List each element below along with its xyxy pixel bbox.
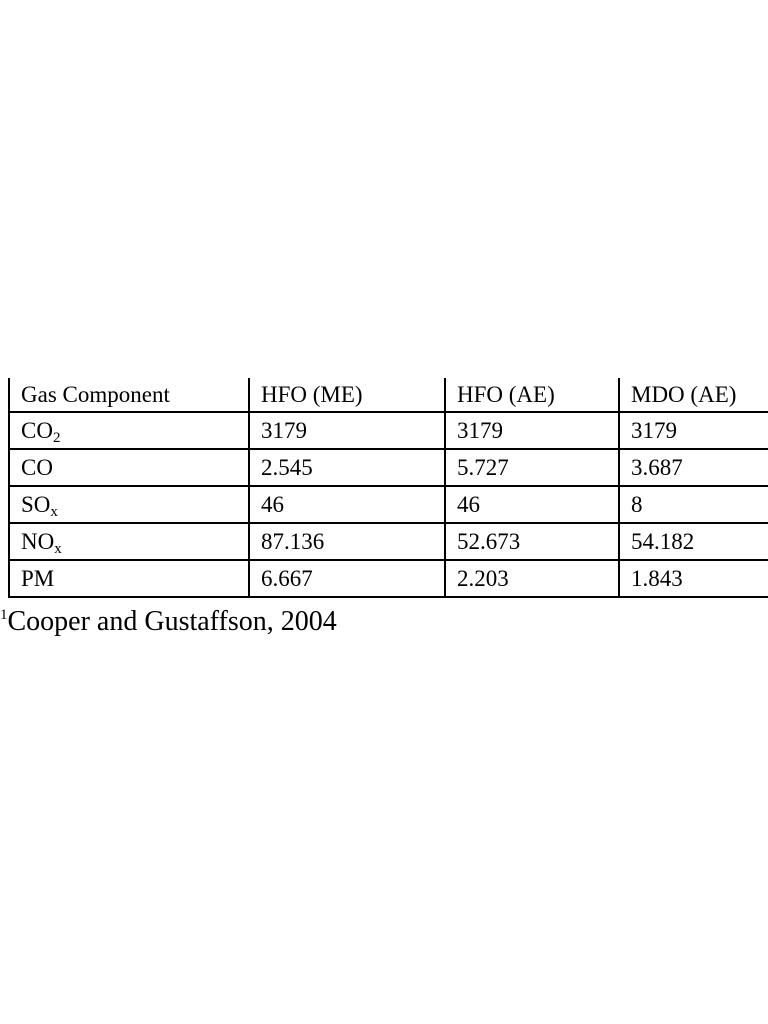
header-cell-hfo-ae: HFO (AE) xyxy=(445,378,619,412)
value-cell: 6.667 xyxy=(249,560,445,597)
component-subscript: x xyxy=(54,541,62,557)
footnote xyxy=(0,606,337,638)
value-cell: 1.843 xyxy=(619,560,768,597)
component-name: PM xyxy=(21,566,55,591)
table-row xyxy=(9,486,768,523)
component-name: CO xyxy=(21,418,53,443)
component-cell xyxy=(9,486,249,523)
value-cell: 8 xyxy=(619,486,768,523)
component-cell xyxy=(9,560,249,597)
table-header-row xyxy=(9,378,768,412)
footnote-marker: 1 xyxy=(0,607,8,623)
component-name: NO xyxy=(21,529,55,554)
table-row xyxy=(9,560,768,597)
component-subscript: 2 xyxy=(52,430,61,446)
header-cell-mdo-ae: MDO (AE) xyxy=(619,378,768,412)
value-cell: 3179 xyxy=(619,412,768,449)
emissions-table xyxy=(8,378,768,598)
table-row xyxy=(9,449,768,486)
table-row xyxy=(9,412,768,449)
component-subscript: x xyxy=(50,504,58,520)
component-name: CO xyxy=(21,455,53,480)
footnote-text: Cooper and Gustaffson, 2004 xyxy=(7,606,337,637)
value-cell: 2.203 xyxy=(445,560,619,597)
value-cell: 3.687 xyxy=(619,449,768,486)
value-cell: 46 xyxy=(249,486,445,523)
component-cell xyxy=(9,523,249,560)
component-cell xyxy=(9,449,249,486)
value-cell: 2.545 xyxy=(249,449,445,486)
value-cell: 87.136 xyxy=(249,523,445,560)
value-cell: 54.182 xyxy=(619,523,768,560)
value-cell: 5.727 xyxy=(445,449,619,486)
value-cell: 46 xyxy=(445,486,619,523)
component-cell xyxy=(9,412,249,449)
header-cell-hfo-me: HFO (ME) xyxy=(249,378,445,412)
header-cell-gas-component: Gas Component xyxy=(9,378,249,412)
component-name: SO xyxy=(21,492,51,517)
table-row xyxy=(9,523,768,560)
emissions-table-container xyxy=(8,378,768,598)
value-cell: 3179 xyxy=(445,412,619,449)
value-cell: 52.673 xyxy=(445,523,619,560)
value-cell: 3179 xyxy=(249,412,445,449)
